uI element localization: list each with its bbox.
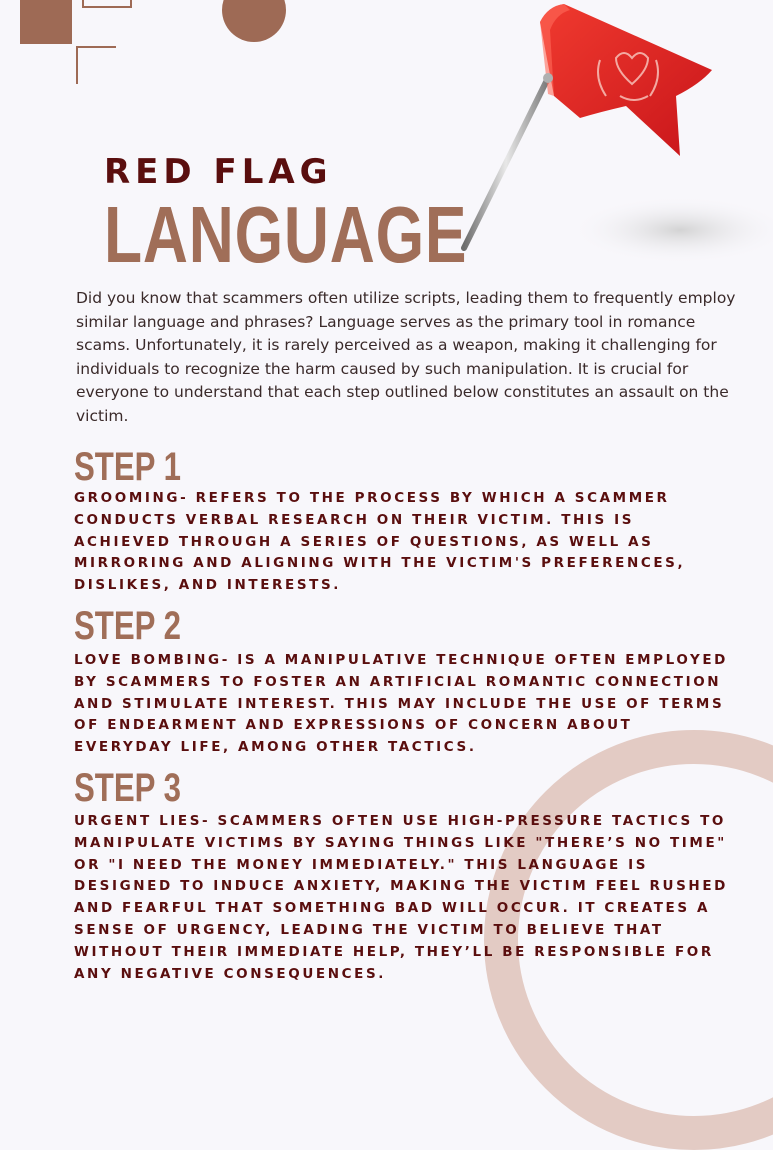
step-3-body: URGENT LIES- SCAMMERS OFTEN USE HIGH-PRESSURE TACTICS TO MANIPULATE VICTIMS BY SAYING THINGS LIKE "THERE’S NO TIME" OR "I NEED THE MONEY IMMEDIATELY." THIS LANGUAGE IS DESIGNED TO INDUCE ANXIETY, MAKING THE VICTIM FEEL RUSHED AND FEARFUL THAT SOMETHING BAD WILL OCCUR. IT CREATES A SENSE OF URGENCY, LEADING THE VICTIM TO BELIEVE THAT WITHOUT THEIR IMMEDIATE HELP, THEY’LL BE RESPONSIBLE FOR ANY NEGATIVE CONSEQUENCES. <box>74 813 728 982</box>
decorative-square <box>20 0 72 44</box>
decorative-circle <box>222 0 286 42</box>
step-2-body: LOVE BOMBING- IS A MANIPULATIVE TECHNIQUE OFTEN EMPLOYED BY SCAMMERS TO FOSTER AN ARTIFICIAL ROMANTIC CONNECTION AND STIMULATE INTEREST. THIS MAY INCLUDE THE USE OF TERMS OF ENDEARMENT AND EXPRESSIONS OF CONCERN ABOUT EVERYDAY LIFE, AMONG OTHER TACTICS. <box>74 652 728 756</box>
red-flag-pin-icon <box>430 0 773 270</box>
decorative-square-outline <box>82 0 132 8</box>
step-1-body: GROOMING- REFERS TO THE PROCESS BY WHICH A SCAMMER CONDUCTS VERBAL RESEARCH ON THEIR VICTIM. THIS IS ACHIEVED THROUGH A SERIES OF QUESTIONS, AS WELL AS MIRRORING AND ALIGNING WITH THE VICTIM'S PREFERENCES, DISLIKES, AND INTERESTS. <box>74 490 686 594</box>
heading-kicker: RED FLAG <box>104 152 333 192</box>
page-title: LANGUAGE <box>104 190 468 279</box>
step-2-heading: STEP 2 <box>74 604 181 648</box>
intro-paragraph: Did you know that scammers often utilize scripts, leading them to frequently employ similar language and phrases? Language serves as the primary tool in romance scams. Unfortunately, it is rarely perceived as a weapon, making it challenging for individuals to recognize the harm caused by such manipulation. It is crucial for everyone to understand that each step outlined below constitutes an assault on the victim. <box>76 289 736 425</box>
step-1-heading: STEP 1 <box>74 445 181 489</box>
decorative-corner-bracket <box>76 46 116 84</box>
step-3-heading: STEP 3 <box>74 766 181 810</box>
